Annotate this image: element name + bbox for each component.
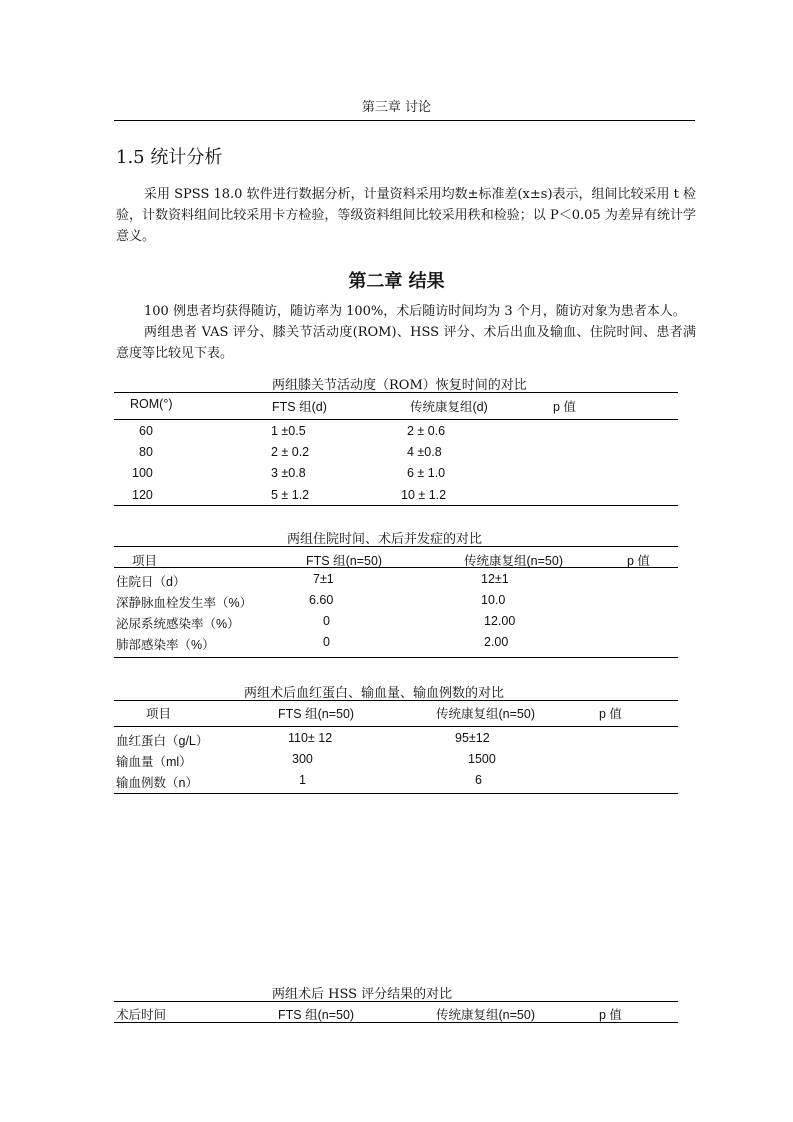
table2-cell: 7±1 xyxy=(313,572,334,586)
table2-top-rule xyxy=(114,546,678,547)
table3-header-rule xyxy=(114,726,678,727)
table2-cell: 泌尿系统感染率（%） xyxy=(116,617,240,631)
page-header: 第三章 讨论 xyxy=(361,100,432,115)
table4-header-fts: FTS 组(n=50) xyxy=(278,1008,355,1022)
table2-cell: 2.00 xyxy=(484,635,509,649)
chapter-title: 第二章 结果 xyxy=(348,271,445,292)
table2-cell: 深静脉血栓发生率（%） xyxy=(116,596,253,610)
header-rule xyxy=(114,120,695,121)
table1-cell: 120 xyxy=(132,488,153,502)
table2-cell: 12±1 xyxy=(481,572,509,586)
table2-header-traditional: 传统康复组(n=50) xyxy=(464,554,563,568)
table2-cell: 住院日（d） xyxy=(116,575,186,589)
table1-cell: 80 xyxy=(139,445,153,459)
table3-caption: 两组术后血红蛋白、输血量、输血例数的对比 xyxy=(244,686,505,701)
table4-header-traditional: 传统康复组(n=50) xyxy=(436,1008,535,1022)
table2-header-p: p 值 xyxy=(627,554,650,568)
results-paragraph-2: 两组患者 VAS 评分、膝关节活动度(ROM)、HSS 评分、术后出血及输血、住院时间、患者满意度等比较见下表。 xyxy=(116,325,696,361)
table1-header-traditional: 传统康复组(d) xyxy=(410,400,488,414)
table3-cell: 输血量（ml） xyxy=(116,755,192,769)
table4-header-time: 术后时间 xyxy=(116,1008,167,1022)
table2-header-item: 项目 xyxy=(132,554,158,568)
table3-header-fts: FTS 组(n=50) xyxy=(278,707,355,721)
table2-cell: 0 xyxy=(323,614,330,628)
table2-cell: 12.00 xyxy=(484,614,516,628)
table3-cell: 1500 xyxy=(468,752,496,766)
table1-cell: 5 ± 1.2 xyxy=(271,488,310,502)
table2-caption: 两组住院时间、术后并发症的对比 xyxy=(287,532,483,547)
table3-bottom-rule xyxy=(114,793,678,794)
table2-cell: 10.0 xyxy=(481,593,506,607)
table1-cell: 6 ± 1.0 xyxy=(407,466,446,480)
table3-cell: 6 xyxy=(475,773,482,787)
table2-cell: 肺部感染率（%） xyxy=(116,638,215,652)
stats-paragraph: 采用 SPSS 18.0 软件进行数据分析，计量资料采用均数±标准差(x±s)表示，组间比较采用 t 检验，计数资料组间比较采用卡方检验，等级资料组间比较采用秩和检验；以 P＜0.05 为差异有统计学意义。 xyxy=(116,187,696,244)
table4-top-rule xyxy=(114,1001,678,1002)
table1-cell: 2 ± 0.6 xyxy=(407,424,446,438)
table3-top-rule xyxy=(114,700,678,701)
table1-header-rom: ROM(°) xyxy=(130,397,173,411)
table1-cell: 1 ±0.5 xyxy=(271,424,306,438)
table3-header-item: 项目 xyxy=(146,707,172,721)
results-paragraph-1: 100 例患者均获得随访，随访率为 100%，术后随访时间均为 3 个月，随访对象为患者本人。 xyxy=(144,304,686,319)
table3-cell: 300 xyxy=(292,752,313,766)
table1-header-p: p 值 xyxy=(553,400,576,414)
table4-caption: 两组术后 HSS 评分结果的对比 xyxy=(272,987,453,1002)
table3-cell: 1 xyxy=(299,773,306,787)
table1-cell: 3 ±0.8 xyxy=(271,466,306,480)
table1-cell: 60 xyxy=(139,424,153,438)
table1-cell: 10 ± 1.2 xyxy=(401,488,447,502)
table1-caption: 两组膝关节活动度（ROM）恢复时间的对比 xyxy=(272,378,527,393)
table4-header-p: p 值 xyxy=(599,1008,622,1022)
table2-cell: 6.60 xyxy=(309,593,334,607)
table1-header-rule xyxy=(114,419,678,420)
table3-header-traditional: 传统康复组(n=50) xyxy=(436,707,535,721)
table2-header-rule xyxy=(114,567,678,568)
table4-header-rule xyxy=(114,1022,678,1023)
table2-cell: 0 xyxy=(323,635,330,649)
table3-cell: 95±12 xyxy=(455,731,490,745)
table3-header-p: p 值 xyxy=(599,707,622,721)
table1-cell: 4 ±0.8 xyxy=(407,445,442,459)
table2-header-fts: FTS 组(n=50) xyxy=(306,554,383,568)
section-title: 1.5 统计分析 xyxy=(116,147,223,168)
table1-header-fts: FTS 组(d) xyxy=(272,400,327,414)
table1-cell: 100 xyxy=(132,466,153,480)
table1-top-rule xyxy=(114,392,678,393)
table1-bottom-rule xyxy=(114,505,678,506)
table1-cell: 2 ± 0.2 xyxy=(271,445,310,459)
table3-cell: 血红蛋白（g/L） xyxy=(116,734,209,748)
table2-bottom-rule xyxy=(114,657,678,658)
table3-cell: 110± 12 xyxy=(288,731,333,745)
table3-cell: 输血例数（n） xyxy=(116,776,198,790)
